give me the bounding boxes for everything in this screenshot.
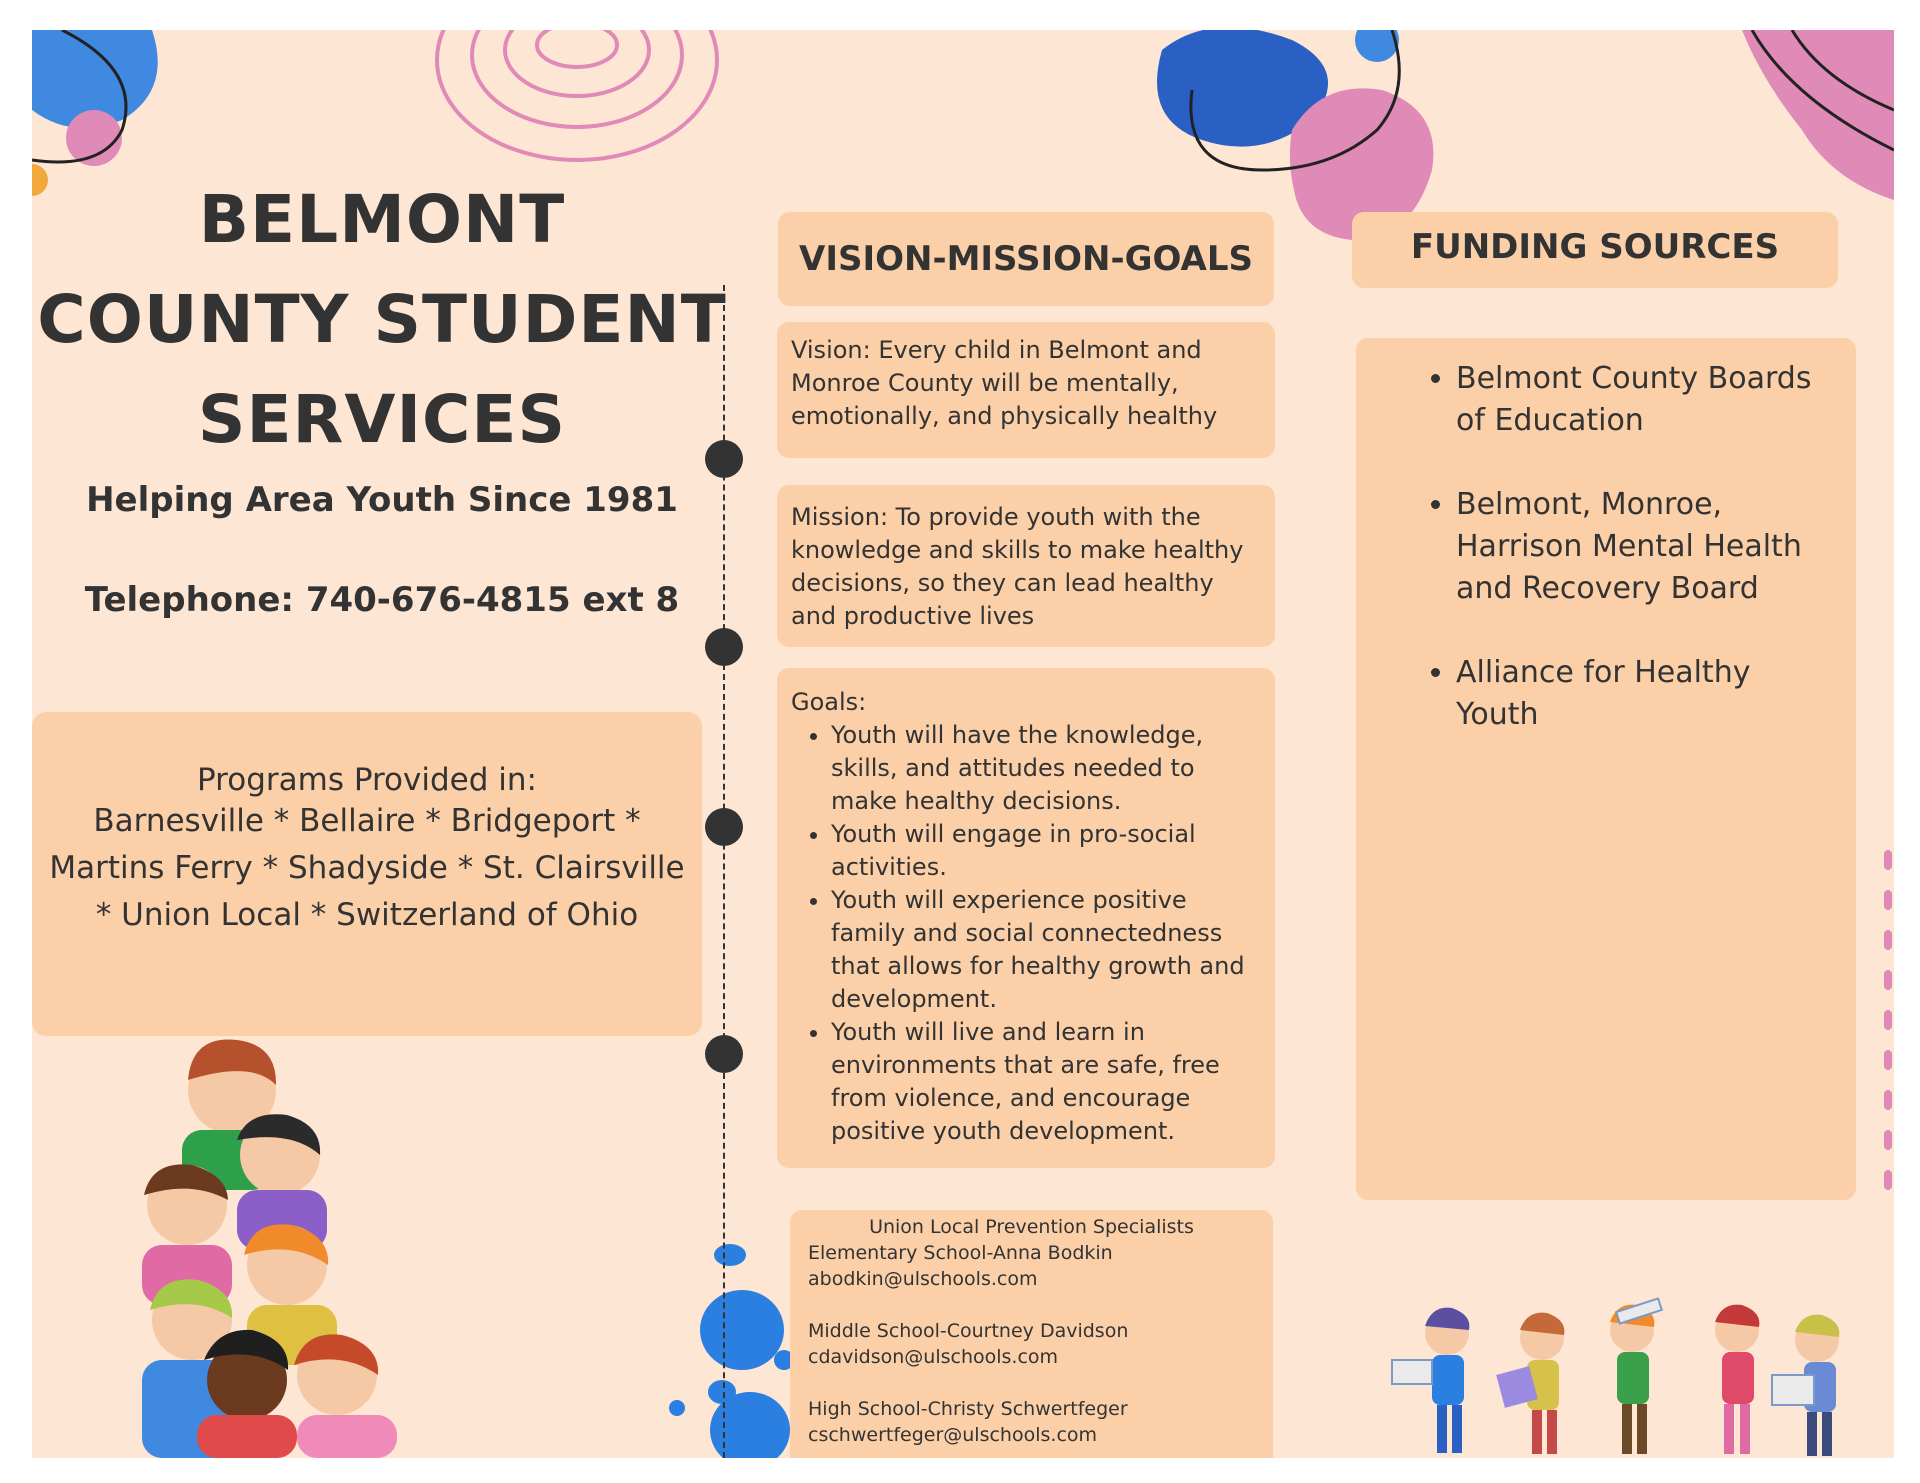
specialist-elementary: Elementary School-Anna Bodkin: [808, 1242, 1113, 1264]
programs-panel: [32, 712, 702, 1036]
programs-line: Barnesville * Bellaire * Bridgeport *: [93, 803, 641, 839]
vision-panel: [777, 322, 1275, 458]
goal-item: • Youth will live and learn in environments that are safe, free from violence, and encourage positive youth development.: [831, 1016, 1261, 1148]
specialists-title: Union Local Prevention Specialists: [869, 1216, 1194, 1238]
specialist-middle: Middle School-Courtney Davidson: [808, 1320, 1129, 1342]
goal-item: • Youth will experience positive family and social connectedness that allows for healthy growth and development.: [831, 884, 1261, 1016]
goals-label: Goals:: [791, 688, 867, 716]
mission-text: Mission: To provide youth with the knowledge and skills to make healthy decisions, so they can lead healthy and productive lives: [791, 503, 1244, 630]
programs-line: * Union Local * Switzerland of Ohio: [95, 897, 639, 933]
title-line-3: SERVICES: [197, 381, 567, 458]
funding-panel: [1356, 338, 1856, 1200]
goals-list: [791, 719, 1261, 1148]
title-line-1: BELMONT: [198, 181, 566, 258]
goal-item: • Youth will have the knowledge, skills, and attitudes needed to make healthy decisions.: [831, 719, 1261, 818]
vmg-heading: VISION-MISSION-GOALS: [778, 212, 1274, 306]
funding-item: • Belmont, Monroe, Harrison Mental Health and Recovery Board: [1456, 484, 1836, 610]
programs-list: [32, 798, 702, 939]
specialist-high-email: cschwertfeger@ulschools.com: [808, 1424, 1098, 1446]
specialists-panel: [790, 1210, 1273, 1458]
goal-item: • Youth will engage in pro-social activities.: [831, 818, 1261, 884]
brochure-page: [32, 30, 1894, 1458]
timeline-dot: [705, 440, 743, 478]
funding-heading: FUNDING SOURCES: [1352, 212, 1838, 288]
goals-panel: [777, 668, 1275, 1168]
funding-item: • Belmont County Boards of Education: [1456, 358, 1836, 442]
timeline-dot: [705, 628, 743, 666]
mission-panel: [777, 485, 1275, 647]
timeline-dot: [705, 808, 743, 846]
specialist-middle-email: cdavidson@ulschools.com: [808, 1346, 1059, 1368]
programs-heading: Programs Provided in:: [197, 762, 537, 798]
title-line-2: COUNTY STUDENT: [37, 281, 727, 358]
funding-list: [1356, 338, 1856, 736]
organization-title: [32, 170, 732, 470]
programs-line: Martins Ferry * Shadyside * St. Clairsville: [49, 850, 685, 886]
tagline: Helping Area Youth Since 1981: [86, 480, 678, 520]
timeline-dot: [705, 1035, 743, 1073]
specialist-elementary-email: abodkin@ulschools.com: [808, 1268, 1038, 1290]
vision-text: Vision: Every child in Belmont and Monroe County will be mentally, emotionally, and physically healthy: [791, 336, 1218, 430]
telephone: Telephone: 740-676-4815 ext 8: [84, 580, 680, 620]
specialist-high: High School-Christy Schwertfeger: [808, 1398, 1128, 1420]
funding-item: • Alliance for Healthy Youth: [1456, 652, 1836, 736]
